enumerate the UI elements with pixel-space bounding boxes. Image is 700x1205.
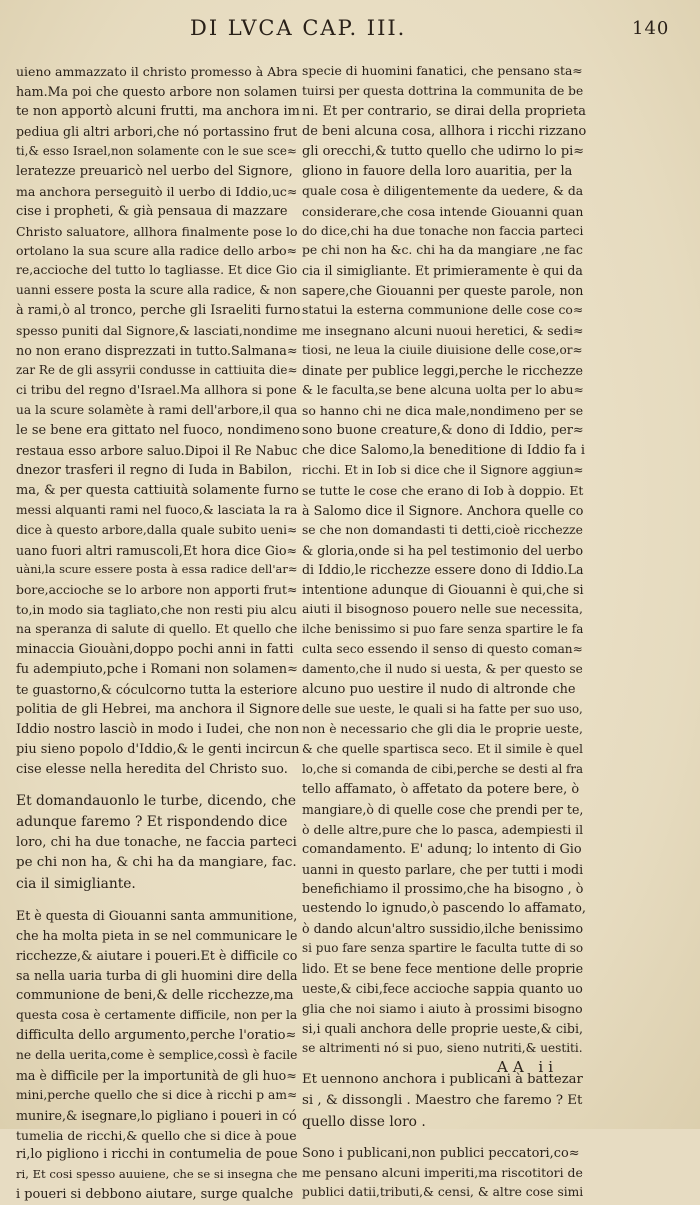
text-line: piu sieno popolo d'Iddio,& le genti incircun	[16, 741, 300, 757]
left-column	[16, 62, 300, 1205]
text-line: tiosi, ne leua la ciuile diuisione delle cose,or≈	[302, 343, 583, 358]
text-line: culta seco essendo il senso di questo coman≈	[302, 642, 583, 657]
text-line: to,in modo sia tagliato,che non resti piu alcu	[16, 602, 297, 618]
text-line: questa cosa è certamente difficile, non per la	[16, 1007, 298, 1022]
text-line: de beni alcuna cosa, allhora i ricchi rizzano	[302, 123, 587, 139]
text-line: pe chi non ha &c. chi ha da mangiare ,ne fac	[302, 243, 583, 258]
text-line: munire,& isegnare,lo pigliano i poueri in có	[16, 1107, 297, 1123]
commentary-paragraph	[16, 906, 300, 1205]
running-title: DI LVCA CAP. III.	[190, 16, 407, 40]
text-line: uanni in questo parlare, che per tutti i modi	[302, 861, 584, 877]
text-line: se tutte le cose che erano di Iob à doppio. Et	[302, 482, 584, 498]
text-line: tumelia de ricchi,& quello che si dice à poue	[16, 1127, 297, 1143]
text-line: statui la esterna communione delle cose co≈	[302, 303, 584, 318]
text-line: ma anchora perseguitò il uerbo di Iddio,uc≈	[16, 183, 298, 199]
commentary-paragraph	[16, 62, 300, 780]
text-line: Iddio nostro lasciò in modo i Iudei, che non	[16, 721, 300, 737]
text-line: che dice Salomo,la beneditione di Iddio fa i	[302, 442, 585, 458]
signature-mark: AA ii	[497, 1058, 559, 1076]
text-line: & che quelle spartisca seco. Et il simile è quel	[302, 741, 583, 756]
text-line: uieno ammazzato il christo promesso à Abra	[16, 64, 298, 79]
text-line: specie di huomini fanatici, che pensano sta≈	[302, 64, 583, 78]
text-line: aiuti il bisognoso pouero nelle sue necessita,	[302, 602, 583, 617]
text-line: Et uennono anchora i publicani à battezar	[302, 1071, 583, 1087]
text-line: ma, & per questa cattiuità solamente furno	[16, 482, 299, 498]
text-line: intentione adunque di Giouanni è qui,che si	[302, 582, 584, 598]
text-line: ortolano la sua scure alla radice dello arbo≈	[16, 243, 298, 259]
text-line: Et è questa di Giouanni santa ammunitione,	[16, 908, 298, 924]
text-line: dnezor trasferi il regno di Iuda in Babilon,	[16, 462, 293, 478]
text-line: sapere,che Giouanni per queste parole, non	[302, 283, 584, 299]
text-line: le se bene era gittato nel fuoco, nondimeno	[16, 422, 300, 438]
text-line: cia il simigliante. Et primieramente è qui da	[302, 263, 583, 279]
text-line: publici datii,tributi,& censi, & altre cose simi	[302, 1185, 584, 1200]
text-line: considerare,che cosa intende Giouanni quan	[302, 203, 584, 219]
text-line: ò dando alcun'altro sussidio,ilche benissimo	[302, 921, 584, 937]
text-line: gli orecchi,& tutto quello che udirno lo pi≈	[302, 143, 585, 159]
text-line: lo,che si comanda de cibi,perche se desti al fra	[302, 761, 584, 776]
text-line: i poueri si debbono aiutare, surge qualche	[16, 1187, 294, 1203]
text-line: sono buone creature,& dono di Iddio, per≈	[302, 422, 584, 438]
text-line: zar Re de gli assyrii condusse in cattiuita die≈	[16, 363, 298, 378]
text-line: cise i propheti, & già pensaua di mazzare	[16, 203, 288, 219]
text-line: se che non domandasti ti detti,cioè ricchezze	[302, 522, 583, 537]
text-line: ma è difficile per la importunità de gli huo≈	[16, 1067, 297, 1083]
text-line: ua la scure solamète à rami dell'arbore,il qua	[16, 402, 298, 417]
text-line: dinate per publice leggi,perche le ricchezze	[302, 363, 583, 379]
folio-number: 140	[632, 18, 670, 39]
text-line: adunque faremo ? Et rispondendo dice	[16, 813, 288, 830]
text-line: me pensano alcuni imperiti,ma riscotitori de	[302, 1165, 583, 1181]
gospel-quotation	[302, 1070, 586, 1133]
text-line: uano fuori altri ramuscoli,Et hora dice Gio≈	[16, 542, 298, 558]
text-line: cia il simigliante.	[16, 876, 136, 893]
commentary-paragraph	[302, 1144, 586, 1204]
text-line: uàni,la scure essere posta à essa radice dell'ar≈	[16, 562, 298, 577]
text-line: so hanno chi ne dica male,nondimeno per se	[302, 402, 584, 418]
text-line: ti,& esso Israel,non solamente con le sue sce≈	[16, 143, 297, 158]
text-line: fu adempiuto,pche i Romani non solamen≈	[16, 662, 298, 678]
text-line: di Iddio,le ricchezze essere dono di Iddio.La	[302, 562, 584, 578]
text-line: ham.Ma poi che questo arbore non solamen	[16, 83, 298, 99]
text-line: comandamento. E' adunq; lo intento di Gio	[302, 841, 582, 857]
text-line: leratezze preuaricò nel uerbo del Signore,	[16, 163, 293, 179]
commentary-paragraph	[302, 62, 586, 1059]
text-line: ricchi. Et in Iob si dice che il Signore aggiun≈	[302, 462, 584, 477]
text-line: ni. Et per contrario, se dirai della proprieta	[302, 103, 586, 119]
text-line: uestendo lo ignudo,ò pascendo lo affamato,	[302, 901, 586, 917]
text-line: ne della uerita,come è semplice,cossì è facile	[16, 1047, 298, 1062]
text-line: difficulta dello argumento,perche l'oratio≈	[16, 1027, 297, 1043]
text-line: restaua esso arbore saluo.Dipoi il Re Nabuc	[16, 442, 298, 458]
text-line: politia de gli Hebrei, ma anchora il Signore	[16, 702, 300, 717]
text-line: alcuno puo uestire il nudo di altronde che	[302, 682, 576, 698]
text-line: mangiare,ò di quelle cose che prendi per te,	[302, 801, 584, 817]
text-line: re,accioche del tutto lo tagliasse. Et dice Gio	[16, 263, 298, 278]
text-line: à rami,ò al tronco, perche gli Israeliti furno	[16, 303, 301, 319]
text-line: Sono i publicani,non publici peccatori,co≈	[302, 1145, 580, 1161]
text-line: si,i quali anchora delle proprie ueste,& cibi,	[302, 1021, 583, 1036]
text-line: ilche benissimo si puo fare senza spartire le fa	[302, 622, 584, 637]
text-line: ricchezze,& aiutare i poueri.Et è difficile co	[16, 948, 298, 964]
text-line: lido. Et se bene fece mentione delle proprie	[302, 961, 584, 977]
text-line: communione de beni,& delle ricchezze,ma	[16, 987, 294, 1003]
text-line: damento,che il nudo si uesta, & per questo se	[302, 662, 583, 677]
text-line: ci tribu del regno d'Israel.Ma allhora si pone	[16, 383, 297, 397]
page-header	[0, 16, 700, 50]
text-line: me insegnano alcuni nuoui heretici, & sedi≈	[302, 323, 584, 339]
text-line: uanni essere posta la scure alla radice, & non	[16, 283, 297, 298]
text-line: ò delle altre,pure che lo pasca, adempiesti il	[302, 821, 584, 837]
text-line: sa nella uaria turba di gli huomini dire della	[16, 968, 298, 984]
text-line: quello disse loro .	[302, 1113, 426, 1130]
text-line: mini,perche quello che si dice à ricchi p am≈	[16, 1087, 298, 1102]
text-line: pe chi non ha, & chi ha da mangiare, fac.	[16, 855, 297, 871]
text-line: si puo fare senza spartire le faculta tutte di so	[302, 941, 584, 956]
text-line: & le faculta,se bene alcuna uolta per lo abu≈	[302, 383, 584, 397]
text-line: & gloria,onde si ha pel testimonio del uerbo	[302, 542, 584, 558]
text-line: do dice,chi ha due tonache non faccia parteci	[302, 223, 584, 238]
text-line: minaccia Giouàni,doppo pochi anni in fatti	[16, 642, 294, 658]
text-line: gliono in fauore della loro auaritia, per la	[302, 163, 573, 179]
text-line: spesso puniti dal Signore,& lasciati,nondime	[16, 323, 298, 339]
text-line: ueste,& cibi,fece accioche sappia quanto uo	[302, 981, 583, 997]
text-line: loro, chi ha due tonache, ne faccia parteci	[16, 834, 297, 850]
text-line: à Salomo dice il Signore. Anchora quelle co	[302, 502, 584, 518]
text-line: delle sue ueste, le quali si ha fatte per suo uso,	[302, 702, 583, 716]
text-line: te guastorno,& cóculcorno tutta la esteriore	[16, 682, 298, 698]
text-line: no non erano disprezzati in tutto.Salmana≈	[16, 343, 298, 359]
text-line: Et domandauonlo le turbe, dicendo, che	[16, 792, 297, 809]
text-line: quale cosa è diligentemente da uedere, & da	[302, 183, 584, 198]
text-line: pediua gli altri arbori,che nó portassino frut	[16, 123, 298, 139]
text-line: si , & dissongli . Maestro che faremo ? Et	[302, 1092, 583, 1108]
text-line: messi alquanti rami nel fuoco,& lasciata la ra	[16, 502, 298, 517]
text-line: tuirsi per questa dottrina la communita de be	[302, 83, 584, 98]
text-line: cise elesse nella heredita del Christo suo.	[16, 761, 288, 777]
text-line: te non apportò alcuni frutti, ma anchora im	[16, 103, 300, 119]
text-line: glia che noi siamo i aiuto à prossimi bisogno	[302, 1001, 583, 1017]
text-line: ri,lo pigliono i ricchi in contumelia de poue	[16, 1147, 298, 1163]
text-line: na speranza di salute di quello. Et quello che	[16, 622, 298, 637]
right-column	[302, 62, 586, 1203]
text-line: benefichiamo il prossimo,che ha bisogno , ò	[302, 881, 584, 897]
text-line: ri, Et cosi spesso auuiene, che se si insegna che	[16, 1167, 298, 1182]
text-line: che ha molta pieta in se nel communicare le	[16, 928, 298, 944]
text-line: dice à questo arbore,dalla quale subito ueni≈	[16, 522, 298, 537]
gospel-quotation	[16, 791, 300, 895]
text-line: tello affamato, ò affetato da potere bere, ò	[302, 781, 580, 797]
text-line: non è necessario che gli dia le proprie ueste,	[302, 721, 583, 736]
text-line: se altrimenti nó si puo, sieno nutriti,& uestiti.	[302, 1040, 583, 1055]
text-line: bore,accioche se lo arbore non apporti frut≈	[16, 582, 298, 598]
text-line: Christo saluatore, allhora finalmente pose lo	[16, 223, 298, 239]
